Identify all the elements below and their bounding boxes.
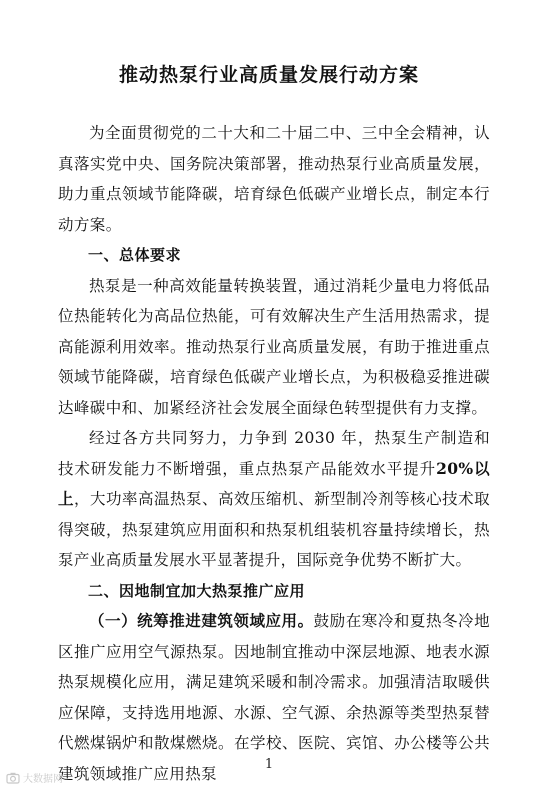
para2-year: 2030 [294, 429, 336, 447]
camera-icon [6, 771, 20, 785]
document-body [58, 118, 490, 789]
watermark [6, 770, 63, 785]
para2-text-b: 年，热泵生产制造和技术研发能力不断增强，重点热泵产品能效水平提升 [58, 429, 490, 478]
watermark-text: 大数据网 [23, 774, 63, 785]
document-title: 推动热泵行业高质量发展行动方案 [118, 64, 419, 86]
para2-text-a: 经过各方共同努力，力争到 [89, 429, 289, 447]
section-heading-general-requirements: 一、总体要求 [88, 246, 182, 264]
section1-paragraph-2 [58, 423, 490, 576]
subsection-label-building: （一）统筹推进建筑领域应用。 [89, 611, 314, 630]
section1-paragraph-1: 热泵是一种高效能量转换装置，通过消耗少量电力将低品位热能转化为高品位热能，可有效解决生产生活用热需求，提高能源利用效率。推动热泵行业高质量发展，有助于推进重点领域节能降碳，培育绿色低碳产业增长点，为积极稳妥推进碳达峰碳中和、加紧经济社会发展全面绿色转型提供有力支撑。 [58, 276, 490, 417]
para2-percent: 20%以上 [58, 458, 490, 508]
subsection-text-building: 鼓励在寒冷和夏热冬冷地区推广应用空气源热泵。因地制宜推动中深层地源、地表水源热泵规模化应用，满足建筑采暖和制冷需求。加强清洁取暖供应保障，支持选用地源、水源、空气源、余热源等类型热泵替代燃煤锅炉和散煤燃烧。在学校、医院、宾馆、办公楼等公共建筑领域推广应用热泵 [58, 612, 490, 783]
para2-text-c: ，大功率高温热泵、高效压缩机、新型制冷剂等核心技术取得突破，热泵建筑应用面积和热泵机组装机容量持续增长，热泵产业高质量发展水平显著提升，国际竞争优势不断扩大。 [58, 490, 491, 569]
section-heading-promotion: 二、因地制宜加大热泵推广应用 [88, 581, 306, 600]
page-number: 1 [264, 757, 274, 772]
intro-paragraph: 为全面贯彻党的二十大和二十届二中、三中全会精神，认真落实党中央、国务院决策部署，推动热泵行业高质量发展，助力重点领域节能降碳，培育绿色低碳产业增长点，制定本行动方案。 [58, 124, 490, 234]
